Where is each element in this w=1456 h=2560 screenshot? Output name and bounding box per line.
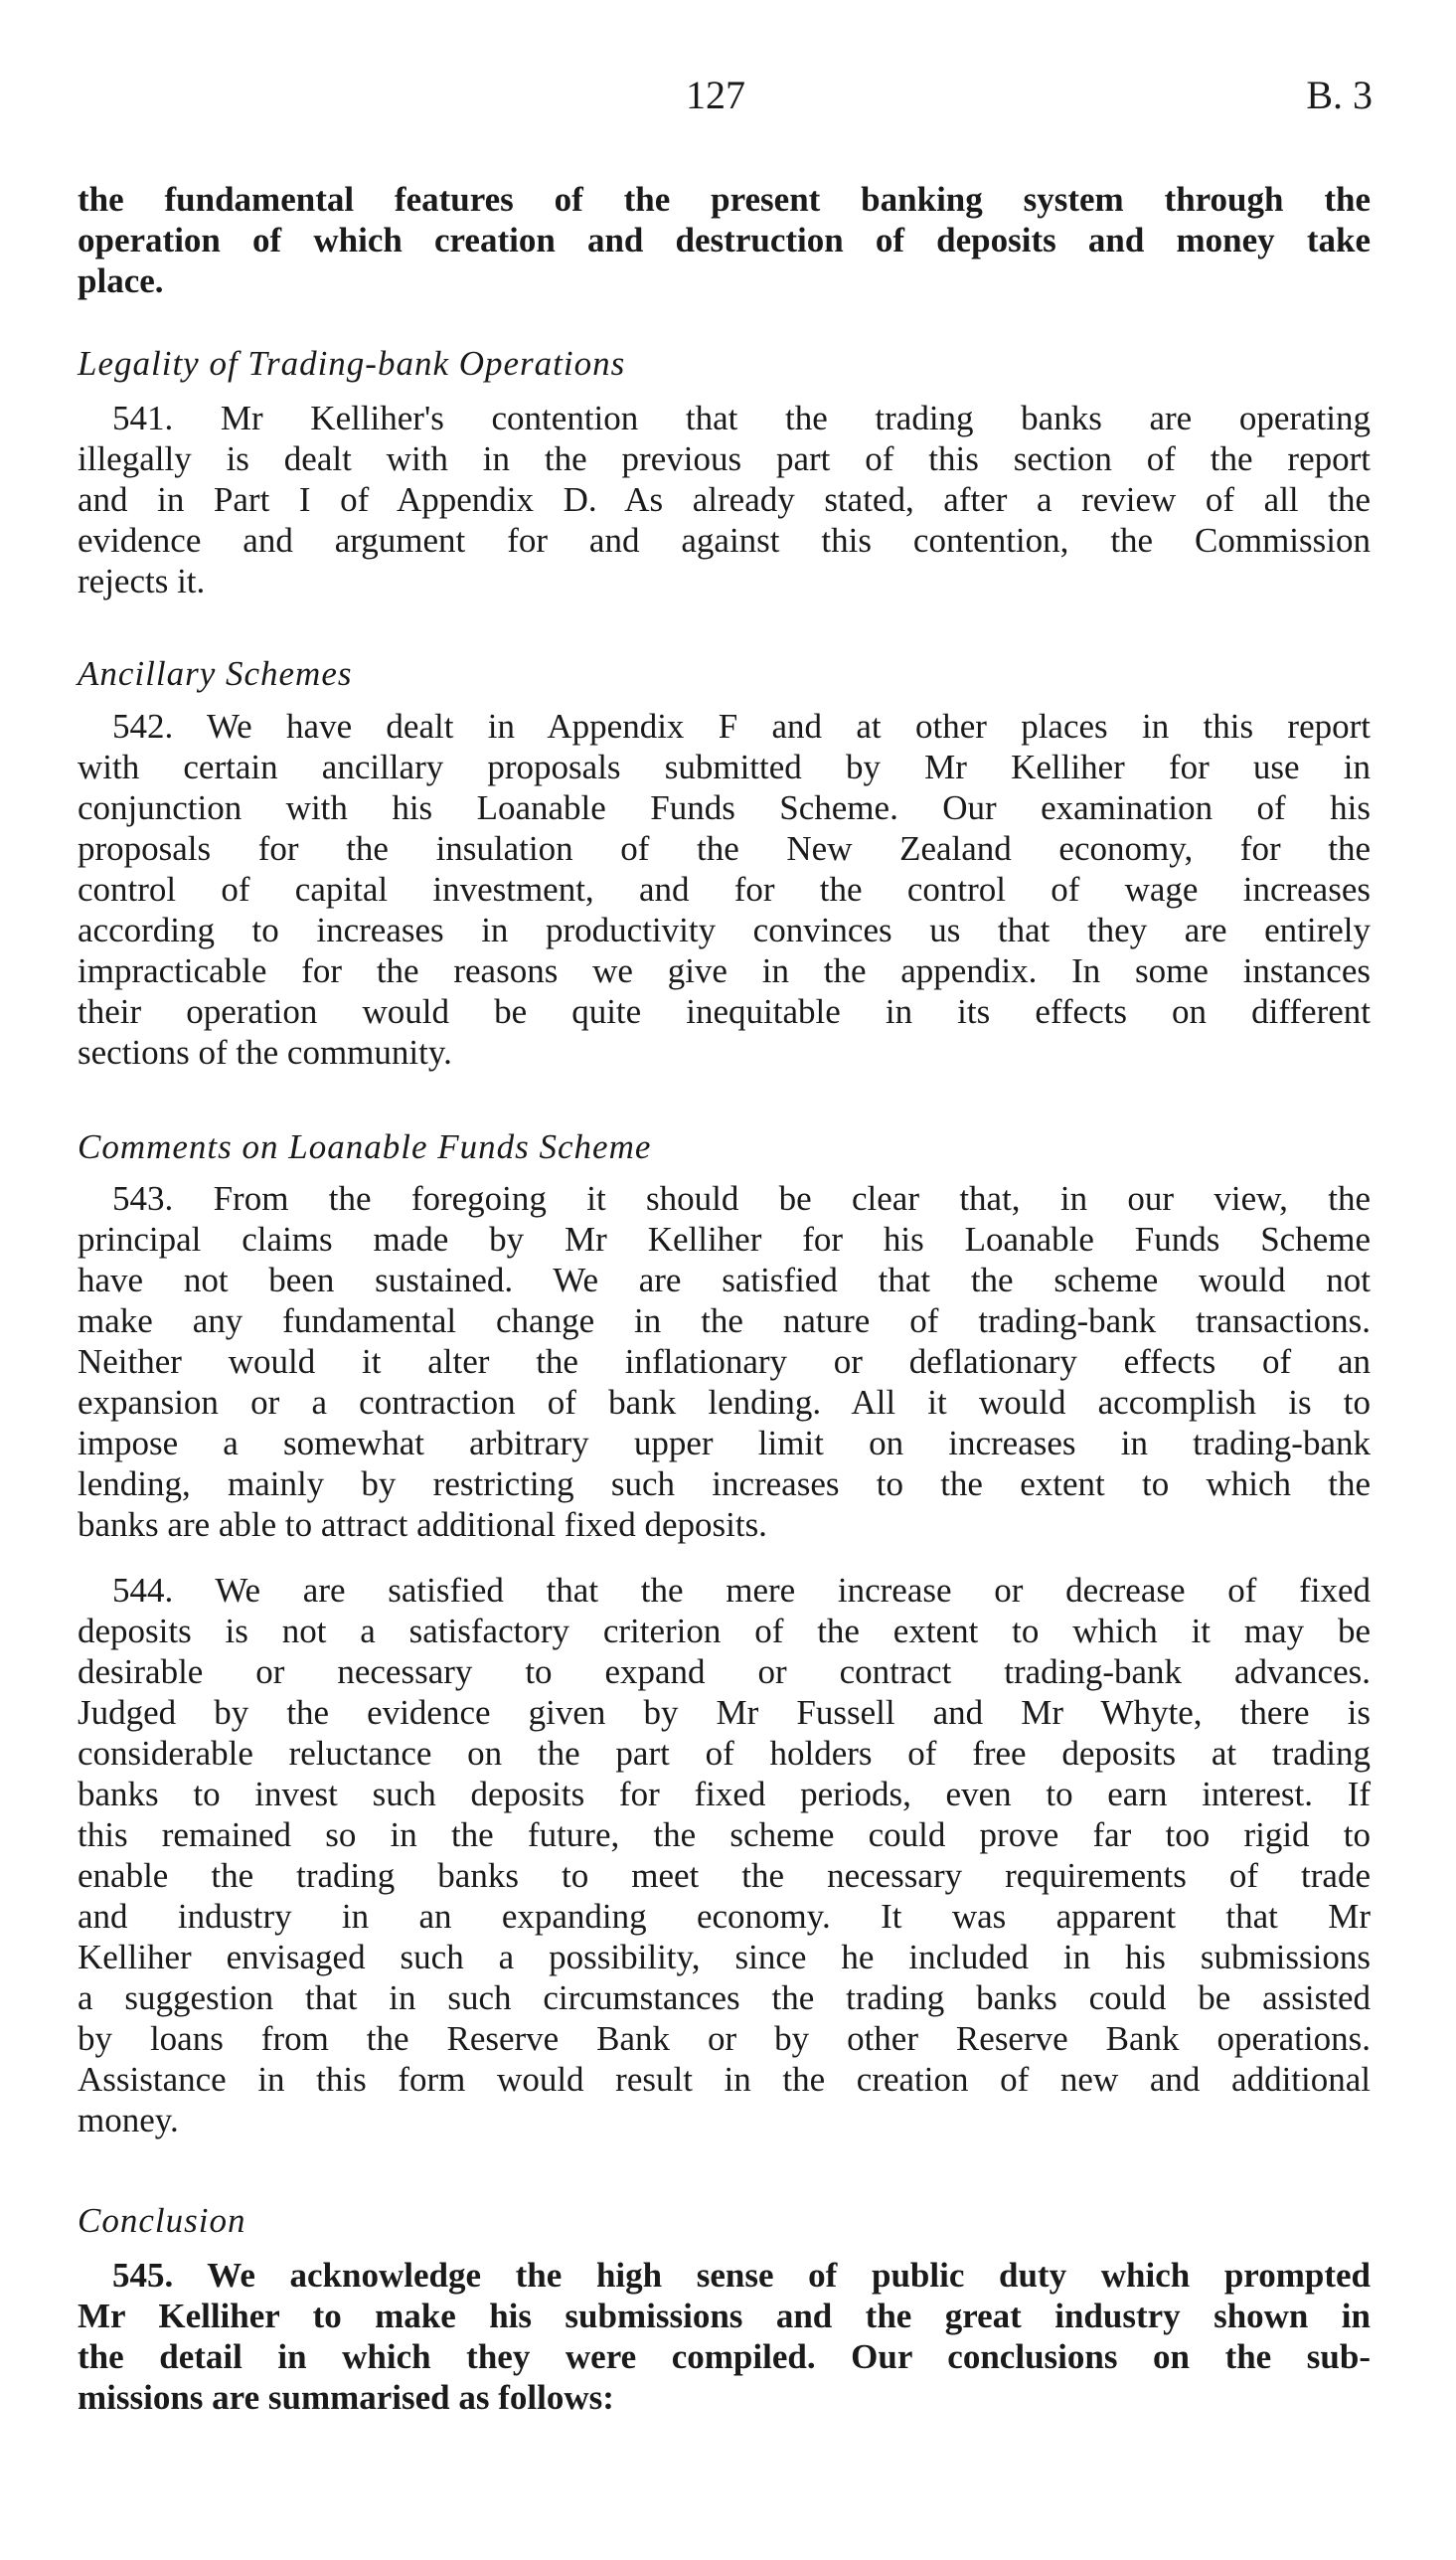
paragraph-line: control of capital investment, and for the control of wage increases — [78, 870, 1371, 909]
paragraph-line: 542. We have dealt in Appendix F and at other places in this report — [78, 707, 1371, 746]
document-reference: B. 3 — [1306, 73, 1373, 117]
paragraph-line: conjunction with his Loanable Funds Scheme. Our examination of his — [78, 788, 1371, 827]
paragraph-line: have not been sustained. We are satisfied that the scheme would not — [78, 1261, 1371, 1299]
paragraph-line: lending, mainly by restricting such increases to the extent to which the — [78, 1464, 1371, 1503]
paragraph-line: impracticable for the reasons we give in the appendix. In some instances — [78, 951, 1371, 990]
page-number: 127 — [686, 73, 745, 117]
paragraph-line: money. — [78, 2101, 179, 2139]
paragraph-line: with certain ancillary proposals submitted by Mr Kelliher for use in — [78, 748, 1371, 786]
paragraph-line: operation of which creation and destruction of deposits and money take — [78, 221, 1371, 259]
paragraph-line: banks to invest such deposits for fixed periods, even to earn interest. If — [78, 1775, 1371, 1813]
paragraph-line: make any fundamental change in the nature of trading-bank transactions. — [78, 1301, 1371, 1340]
paragraph-intro — [78, 179, 1371, 301]
paragraph-line: banks are able to attract additional fixed deposits. — [78, 1505, 767, 1544]
paragraph-line: impose a somewhat arbitrary upper limit on increases in trading-bank — [78, 1424, 1371, 1462]
paragraph-line: by loans from the Reserve Bank or by other Reserve Bank operations. — [78, 2019, 1371, 2058]
paragraph-line: proposals for the insulation of the New Zealand economy, for the — [78, 829, 1371, 868]
paragraph-line: sections of the community. — [78, 1033, 452, 1072]
paragraph-line: Kelliher envisaged such a possibility, since he included in his submissions — [78, 1938, 1371, 1976]
paragraph-line: principal claims made by Mr Kelliher for his Loanable Funds Scheme — [78, 1220, 1371, 1259]
paragraph-line: deposits is not a satisfactory criterion of the extent to which it may be — [78, 1612, 1371, 1650]
paragraph-line: the fundamental features of the present banking system through the — [78, 180, 1371, 219]
paragraph-p544 — [78, 1570, 1371, 2140]
paragraph-line: rejects it. — [78, 562, 206, 600]
paragraph-line: Judged by the evidence given by Mr Fussell and Mr Whyte, there is — [78, 1693, 1371, 1732]
paragraph-line: 545. We acknowledge the high sense of public duty which prompted — [78, 2256, 1371, 2295]
paragraph-line: 541. Mr Kelliher's contention that the trading banks are operating — [78, 399, 1371, 437]
paragraph-line: Mr Kelliher to make his submissions and the great industry shown in — [78, 2297, 1371, 2335]
paragraph-line: Neither would it alter the inflationary or deflationary effects of an — [78, 1342, 1371, 1381]
paragraph-p542 — [78, 706, 1371, 1073]
paragraph-line: missions are summarised as follows: — [78, 2378, 614, 2417]
paragraph-p541 — [78, 398, 1371, 601]
paragraph-line: enable the trading banks to meet the necessary requirements of trade — [78, 1856, 1371, 1895]
paragraph-line: desirable or necessary to expand or contract trading-bank advances. — [78, 1652, 1371, 1691]
paragraph-line: according to increases in productivity convinces us that they are entirely — [78, 911, 1371, 949]
paragraph-line: and in Part I of Appendix D. As already stated, after a review of all the — [78, 480, 1371, 519]
paragraph-line: expansion or a contraction of bank lending. All it would accomplish is to — [78, 1383, 1371, 1422]
paragraph-line: illegally is dealt with in the previous part of this section of the report — [78, 439, 1371, 478]
section-heading: Conclusion — [78, 2201, 246, 2240]
paragraph-line: 544. We are satisfied that the mere increase or decrease of fixed — [78, 1571, 1371, 1610]
paragraph-line: Assistance in this form would result in the creation of new and additional — [78, 2060, 1371, 2099]
section-heading: Ancillary Schemes — [78, 654, 353, 693]
section-heading: Comments on Loanable Funds Scheme — [78, 1127, 652, 1166]
section-heading: Legality of Trading-bank Operations — [78, 344, 626, 383]
paragraph-p545 — [78, 2255, 1371, 2418]
paragraph-line: this remained so in the future, the scheme could prove far too rigid to — [78, 1815, 1371, 1854]
paragraph-line: 543. From the foregoing it should be clear that, in our view, the — [78, 1179, 1371, 1218]
paragraph-line: considerable reluctance on the part of holders of free deposits at trading — [78, 1734, 1371, 1773]
paragraph-line: place. — [78, 261, 164, 300]
paragraph-line: their operation would be quite inequitable in its effects on different — [78, 992, 1371, 1031]
paragraph-line: the detail in which they were compiled. Our conclusions on the sub- — [78, 2337, 1371, 2376]
paragraph-line: evidence and argument for and against this contention, the Commission — [78, 521, 1371, 560]
paragraph-line: a suggestion that in such circumstances the trading banks could be assisted — [78, 1978, 1371, 2017]
paragraph-p543 — [78, 1178, 1371, 1545]
paragraph-line: and industry in an expanding economy. It was apparent that Mr — [78, 1897, 1371, 1936]
